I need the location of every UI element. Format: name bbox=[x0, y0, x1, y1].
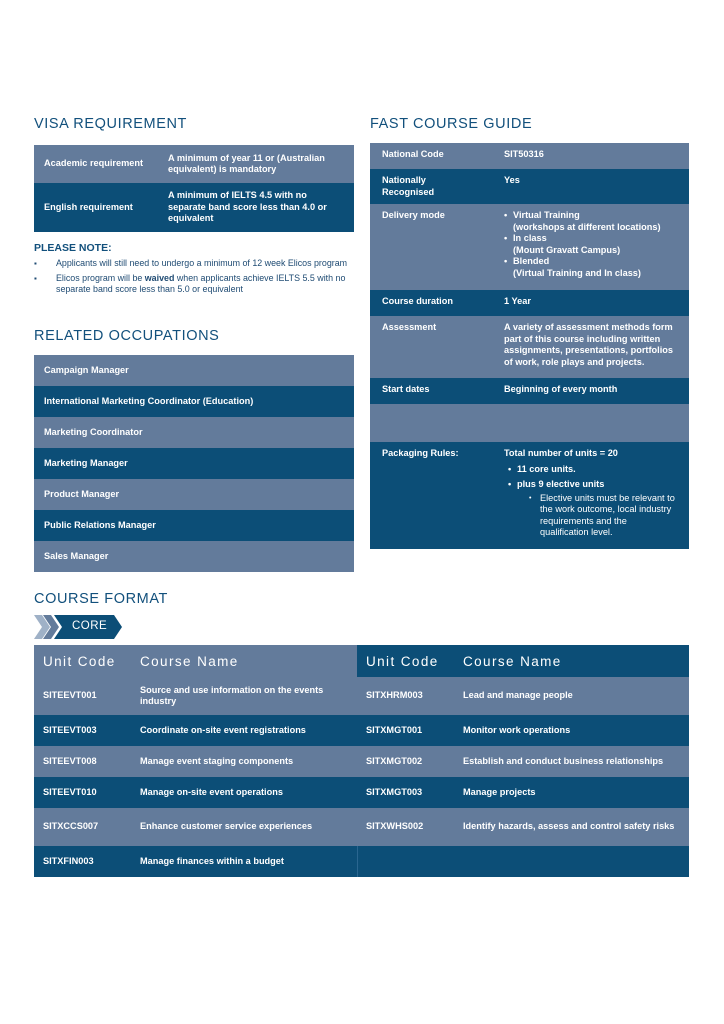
table-row: SITEEVT008 Manage event staging components SITXMGT002 Establish and conduct business relationships bbox=[34, 746, 689, 777]
guide-row-delivery: Delivery mode • Virtual Training (workshops at different locations) • In class (Mount Gravatt Campus) • Blended (Virtual Training and In class) bbox=[370, 204, 689, 290]
visa-label: Academic requirement bbox=[44, 158, 144, 169]
course-table-header bbox=[34, 645, 689, 677]
delivery-mode: • In class (Mount Gravatt Campus) bbox=[504, 233, 677, 256]
occupations-list bbox=[34, 355, 354, 572]
table-row: SITEEVT001 Source and use information on the events industry SITXHRM003 Lead and manage people bbox=[34, 677, 689, 715]
guide-table bbox=[370, 143, 689, 549]
visa-row-english bbox=[34, 183, 354, 232]
guide-row-assessment: Assessment A variety of assessment methods form part of this course including written assignments, presentations, portfolios of work, role plays and projects. bbox=[370, 316, 689, 378]
header-course-name: Course Name bbox=[454, 645, 689, 677]
visa-value: A minimum of IELTS 4.5 with no separate band score less than 4.0 or equivalent bbox=[168, 190, 327, 224]
occupation-item: Sales Manager bbox=[34, 541, 354, 572]
packaging-total: Total number of units = 20 bbox=[504, 448, 618, 458]
visa-row-academic bbox=[34, 145, 354, 183]
guide-row-duration: Course duration 1 Year bbox=[370, 290, 689, 316]
occupation-item: International Marketing Coordinator (Education) bbox=[34, 386, 354, 417]
occupation-item: Public Relations Manager bbox=[34, 510, 354, 541]
occupation-item: Marketing Coordinator bbox=[34, 417, 354, 448]
guide-row-packaging: Packaging Rules: Total number of units = 20 • 11 core units. • plus 9 elective units • Elective units must be relevant to the work outcome, local industry requirements and the qualification level. bbox=[370, 442, 689, 549]
occupation-item: Campaign Manager bbox=[34, 355, 354, 386]
occupation-item: Marketing Manager bbox=[34, 448, 354, 479]
guide-heading: FAST COURSE GUIDE bbox=[370, 116, 533, 132]
visa-label: English requirement bbox=[44, 201, 133, 212]
course-table bbox=[34, 645, 689, 877]
guide-row-code: National Code SIT50316 bbox=[370, 143, 689, 169]
note-title: PLEASE NOTE: bbox=[34, 242, 112, 254]
table-row: SITXFIN003 Manage finances within a budget bbox=[34, 846, 689, 877]
note-item: ▪ Elicos program will be waived when applicants achieve IELTS 5.5 with no separate band score less than 5.0 or equivalent bbox=[34, 273, 352, 295]
header-unit-code: Unit Code bbox=[34, 645, 131, 677]
visa-heading: VISA REQUIREMENT bbox=[34, 116, 188, 132]
delivery-mode: • Blended (Virtual Training and In class) bbox=[504, 256, 677, 279]
format-heading: COURSE FORMAT bbox=[34, 591, 169, 607]
core-tab-label: CORE bbox=[72, 620, 108, 632]
note-item: ▪ Applicants will still need to undergo a minimum of 12 week Elicos program bbox=[34, 258, 352, 269]
visa-table bbox=[34, 145, 354, 232]
header-unit-code: Unit Code bbox=[357, 645, 454, 677]
table-row: SITEEVT003 Coordinate on-site event registrations SITXMGT001 Monitor work operations bbox=[34, 715, 689, 746]
packaging-elective: • plus 9 elective units • Elective units must be relevant to the work outcome, local industry requirements and the qualification level. bbox=[508, 479, 677, 539]
guide-row-empty bbox=[370, 404, 689, 442]
core-tab[interactable] bbox=[34, 615, 124, 639]
visa-value: A minimum of year 11 or (Australian equivalent) is mandatory bbox=[168, 152, 325, 174]
table-row: SITXCCS007 Enhance customer service experiences SITXWHS002 Identify hazards, assess and control safety risks bbox=[34, 808, 689, 846]
guide-row-recognised: Nationally Recognised Yes bbox=[370, 169, 689, 204]
occupation-item: Product Manager bbox=[34, 479, 354, 510]
occupations-heading: RELATED OCCUPATIONS bbox=[34, 328, 220, 344]
delivery-mode: • Virtual Training (workshops at different locations) bbox=[504, 210, 677, 233]
packaging-elective-note: • Elective units must be relevant to the work outcome, local industry requirements and the qualification level. bbox=[529, 493, 677, 539]
header-course-name: Course Name bbox=[131, 645, 357, 677]
guide-row-start: Start dates Beginning of every month bbox=[370, 378, 689, 404]
table-row: SITEEVT010 Manage on-site event operations SITXMGT003 Manage projects bbox=[34, 777, 689, 808]
packaging-core: • 11 core units. bbox=[508, 464, 677, 476]
please-note bbox=[34, 243, 352, 299]
